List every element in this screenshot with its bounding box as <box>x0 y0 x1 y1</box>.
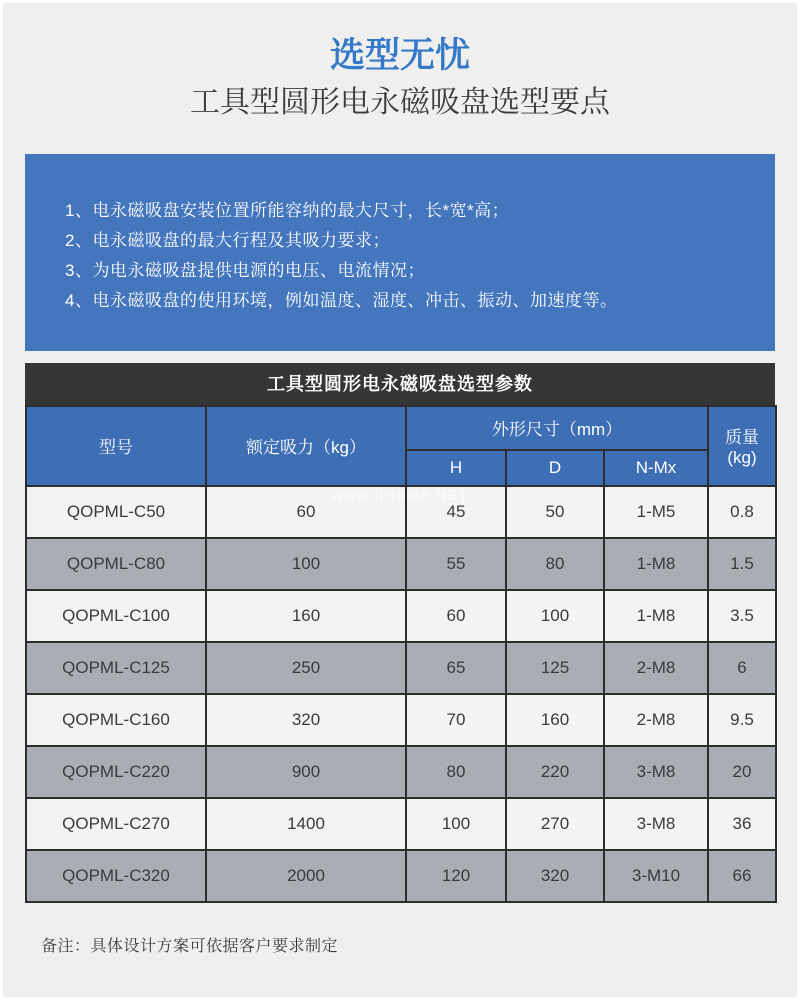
cell-h: 55 <box>406 538 506 590</box>
cell-weight: 1.5 <box>708 538 776 590</box>
cell-model: QOPML-C160 <box>26 694 206 746</box>
cell-suction: 320 <box>206 694 406 746</box>
cell-model: QOPML-C100 <box>26 590 206 642</box>
cell-weight: 3.5 <box>708 590 776 642</box>
page-subtitle: 工具型圆形电永磁吸盘选型要点 <box>190 86 610 119</box>
cell-d: 270 <box>506 798 604 850</box>
page-title: 选型无忧 <box>329 36 470 75</box>
col-header-h: H <box>406 450 506 486</box>
selection-point-2: 2、电永磁吸盘的最大行程及其吸力要求； <box>65 230 390 250</box>
cell-h: 120 <box>406 850 506 902</box>
cell-model: QOPML-C50 <box>26 486 206 538</box>
cell-suction: 60 <box>206 486 406 538</box>
cell-suction: 100 <box>206 538 406 590</box>
footer-note: 备注：具体设计方案可依据客户要求制定 <box>41 937 339 955</box>
cell-nmx: 2-M8 <box>604 694 708 746</box>
cell-d: 320 <box>506 850 604 902</box>
cell-h: 100 <box>406 798 506 850</box>
table-row <box>26 850 776 902</box>
cell-model: QOPML-C125 <box>26 642 206 694</box>
cell-weight: 66 <box>708 850 776 902</box>
spec-table-wrap <box>25 405 775 903</box>
cell-d: 80 <box>506 538 604 590</box>
table-row <box>26 486 776 538</box>
col-header-model: 型号 <box>26 406 206 486</box>
col-header-weight <box>708 406 776 486</box>
selection-point-3: 3、为电永磁吸盘提供电源的电压、电流情况； <box>65 260 425 280</box>
cell-model: QOPML-C220 <box>26 746 206 798</box>
cell-nmx: 2-M8 <box>604 642 708 694</box>
cell-suction: 2000 <box>206 850 406 902</box>
cell-d: 100 <box>506 590 604 642</box>
cell-suction: 1400 <box>206 798 406 850</box>
table-title-bar: 工具型圆形电永磁吸盘选型参数 <box>25 363 775 405</box>
cell-h: 80 <box>406 746 506 798</box>
col-header-weight-line1: 质量 <box>725 428 759 447</box>
table-row <box>26 642 776 694</box>
col-header-nmx: N-Mx <box>604 450 708 486</box>
cell-weight: 9.5 <box>708 694 776 746</box>
cell-h: 65 <box>406 642 506 694</box>
col-header-dimensions-group: 外形尺寸（mm） <box>406 406 708 450</box>
selection-points-panel <box>25 154 775 351</box>
cell-h: 60 <box>406 590 506 642</box>
col-header-suction: 额定吸力（kg） <box>206 406 406 486</box>
table-row <box>26 694 776 746</box>
selection-point-1: 1、电永磁吸盘安装位置所能容纳的最大尺寸，长*宽*高； <box>65 200 510 220</box>
table-row <box>26 746 776 798</box>
col-header-weight-line2: (kg) <box>727 448 757 467</box>
cell-h: 45 <box>406 486 506 538</box>
cell-d: 50 <box>506 486 604 538</box>
cell-suction: 250 <box>206 642 406 694</box>
cell-nmx: 1-M8 <box>604 538 708 590</box>
col-header-d: D <box>506 450 604 486</box>
table-row <box>26 538 776 590</box>
cell-weight: 0.8 <box>708 486 776 538</box>
selection-point-4: 4、电永磁吸盘的使用环境，例如温度、湿度、冲击、振动、加速度等。 <box>65 290 618 310</box>
table-row <box>26 798 776 850</box>
table-row <box>26 590 776 642</box>
cell-d: 125 <box>506 642 604 694</box>
cell-model: QOPML-C270 <box>26 798 206 850</box>
selection-points-list <box>65 196 737 316</box>
cell-nmx: 1-M8 <box>604 590 708 642</box>
cell-weight: 36 <box>708 798 776 850</box>
cell-suction: 160 <box>206 590 406 642</box>
cell-suction: 900 <box>206 746 406 798</box>
cell-weight: 6 <box>708 642 776 694</box>
cell-model: QOPML-C80 <box>26 538 206 590</box>
cell-d: 220 <box>506 746 604 798</box>
watermark: www.jiHome.NET <box>331 486 469 504</box>
cell-model: QOPML-C320 <box>26 850 206 902</box>
cell-nmx: 3-M10 <box>604 850 708 902</box>
cell-h: 70 <box>406 694 506 746</box>
cell-nmx: 3-M8 <box>604 746 708 798</box>
spec-table <box>25 405 777 903</box>
cell-nmx: 1-M5 <box>604 486 708 538</box>
cell-weight: 20 <box>708 746 776 798</box>
header-row-group <box>26 406 776 450</box>
cell-nmx: 3-M8 <box>604 798 708 850</box>
cell-d: 160 <box>506 694 604 746</box>
